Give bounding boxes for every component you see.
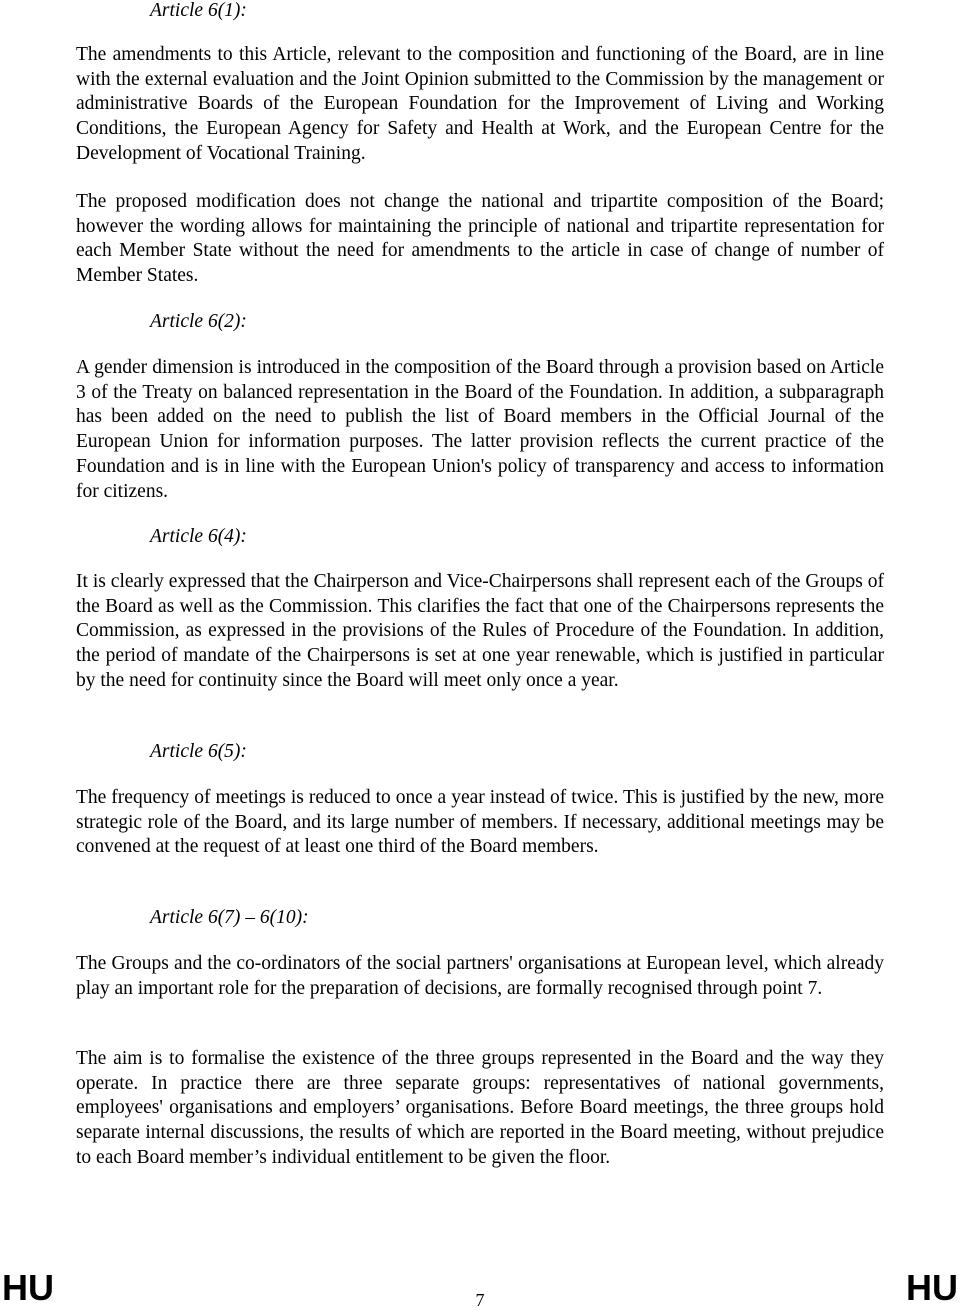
- language-code-left: HU: [2, 1267, 54, 1308]
- paragraph: The amendments to this Article, relevant to the composition and functioning of the Board, are in line with the external evaluation and the Joint Opinion submitted to the Commission by the management or administrative Boards of the European Foundation for the Improvement of Living and Working Conditions, the European Agency for Safety and Health at Work, and the European Centre for the Development of Vocational Training.: [76, 44, 884, 164]
- page-number: 7: [475, 1290, 485, 1310]
- section-heading: Article 6(7) – 6(10):: [150, 907, 309, 928]
- paragraph: The aim is to formalise the existence of the three groups represented in the Board and the way they operate. In practice there are three separate groups: representatives of national governments, employees' organisations and employers’ organisations. Before Board meetings, the three groups hold separate internal discussions, the results of which are reported in the Board meeting, without prejudice to each Board member’s individual entitlement to be given the floor.: [76, 1048, 884, 1168]
- paragraph: The proposed modification does not change the national and tripartite composition of the Board; however the wording allows for maintaining the principle of national and tripartite representation for each Member State without the need for amendments to the article in case of change of number of Member States.: [76, 191, 884, 287]
- paragraph: The frequency of meetings is reduced to once a year instead of twice. This is justified by the new, more strategic role of the Board, and its large number of members. If necessary, additional meetings may be convened at the request of at least one third of the Board members.: [76, 787, 884, 858]
- language-code-right: HU: [906, 1267, 958, 1308]
- section-heading: Article 6(5):: [150, 741, 247, 762]
- section-heading: Article 6(4):: [150, 526, 247, 547]
- paragraph: It is clearly expressed that the Chairperson and Vice-Chairpersons shall represent each of the Groups of the Board as well as the Commission. This clarifies the fact that one of the Chairpersons represents the Commission, as expressed in the provisions of the Rules of Procedure of the Foundation. In addition, the period of mandate of the Chairpersons is set at one year renewable, which is justified in particular by the need for continuity since the Board will meet only once a year.: [76, 571, 884, 691]
- section-heading: Article 6(2):: [150, 311, 247, 332]
- paragraph: A gender dimension is introduced in the composition of the Board through a provision based on Article 3 of the Treaty on balanced representation in the Board of the Foundation. In addition, a subparagraph has been added on the need to publish the list of Board members in the Official Journal of the European Union for information purposes. The latter provision reflects the current practice of the Foundation and is in line with the European Union's policy of transparency and access to information for citizens.: [76, 357, 884, 502]
- paragraph: The Groups and the co-ordinators of the social partners' organisations at European level, which already play an important role for the preparation of decisions, are formally recognised through point 7.: [76, 953, 884, 999]
- section-heading: Article 6(1):: [150, 0, 247, 21]
